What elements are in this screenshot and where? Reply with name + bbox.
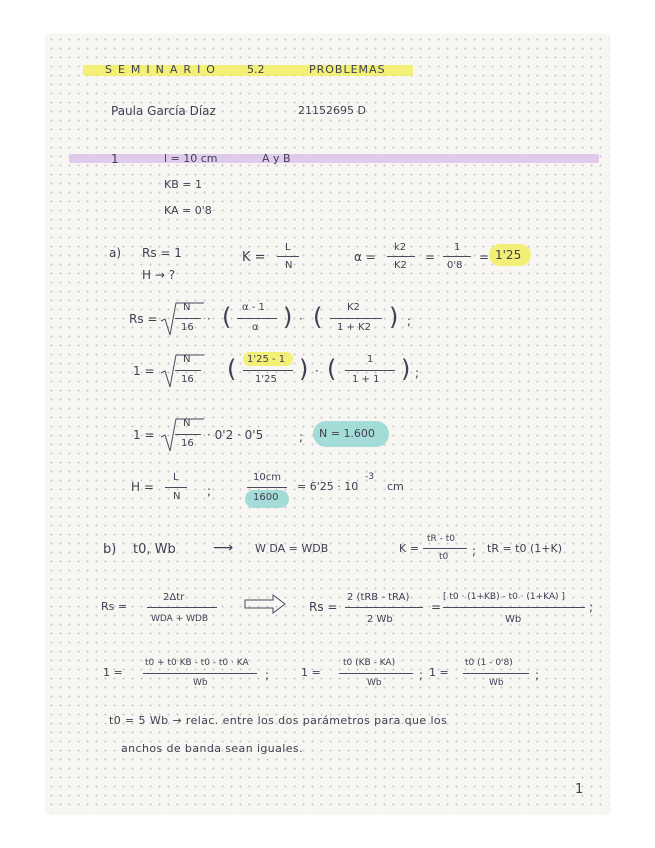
b-rs2-den: 2 Wb [367,614,393,625]
a-rs-f2bar [330,318,382,319]
b-rs2-lhs: Rs = [309,600,338,614]
a-l2-rn: N [183,354,191,365]
sqrt-icon [159,299,205,339]
b-k-lhs: K = [399,542,419,555]
b-conclusion-line1: t0 = 5 Wb → relac. entre los dos parámetros para que los [109,714,448,727]
title-text: SEMINARIO [105,63,221,76]
a-l2-rd: 16 [181,374,194,385]
double-arrow-icon [243,593,287,615]
notebook-page [47,35,609,813]
b-l1-lhs: 1 = [103,666,123,679]
a-rs-f2d: 1 + K2 [337,322,372,333]
a-h-bar2 [247,487,287,488]
a-l2-pc1: ) [299,355,309,383]
b-l1-sep: ; [265,668,270,682]
b-l1-bar [143,673,257,674]
b-conclusion-line2: anchos de banda sean iguales. [121,742,303,755]
a-l2-semi: ; [415,366,420,380]
a-rs-po1: ( [222,303,232,331]
a-h-num: L [173,472,179,483]
sqrt-icon [159,415,205,455]
b-l3-num: t0 (1 - 0'8) [465,658,513,668]
a-k-den: N [285,260,293,271]
a-l2-pc2: ) [401,355,411,383]
a-rs-dot1: · [207,312,211,326]
b-l2-bar [339,673,413,674]
a-l2-f2bar [345,370,395,371]
a-h-eq: = 6'25 · 10 [297,480,359,493]
a-h-den: N [173,491,181,502]
a-h-n2: 10cm [253,472,281,483]
a-l3-lhs: 1 = [133,428,155,442]
a-l2-dot: · [315,364,319,378]
b-rs-lhs: Rs = [101,600,128,613]
a-rs-rbar [175,318,201,319]
b-l2-lhs: 1 = [301,666,321,679]
a-rs: Rs = 1 [142,246,182,260]
a-l2-lhs: 1 = [133,364,155,378]
a-rs-rn: N [183,302,191,313]
b-rs3-sep: ; [589,600,594,614]
a-k-num: L [285,242,291,253]
b-rs3-num: [ t0 · (1+KB) - t0 · (1+KA) ] [443,592,565,602]
a-h-d2: 1600 [253,492,279,503]
b-rs2-bar [345,607,423,608]
a-rs-f2n: K2 [347,302,360,313]
author-id: 21152695 D [298,104,366,117]
a-rs-po2: ( [313,303,323,331]
a-l2-f1n: 1'25 - 1 [247,354,286,365]
problem-highlight [69,152,599,166]
a-rs-f1d: α [252,322,259,333]
a-h: H → ? [142,268,176,282]
given-ab: A y B [262,152,291,165]
a-alpha-n1: k2 [394,242,407,253]
a-h-bar [165,487,187,488]
a-rs-rd: 16 [181,322,194,333]
a-h-sep: ; [207,484,212,498]
a-h-unit: cm [387,480,404,493]
b-k-rhs: tR = t0 (1+K) [487,542,562,555]
b-l1-num: t0 + t0 KB - t0 - t0 · KA [145,658,249,668]
a-rs-dot2: · [299,312,303,326]
a-alpha-bar2 [443,256,471,257]
author-name: Paula García Díaz [111,104,216,118]
b-k-num: tR - t0 [427,534,456,544]
b-k-bar [423,548,467,549]
b-l3-sep: ; [535,668,540,682]
a-l3-sep: ; [299,430,304,444]
a-l3-n: N = 1.600 [319,427,375,440]
a-l2-po2: ( [327,355,337,383]
b-rs-bar [147,607,217,608]
b-rs2-eq: = [431,600,442,614]
a-alpha-bar1 [387,256,415,257]
b-wda: W DA = WDB [255,542,329,555]
given-kb: KB = 1 [164,178,202,191]
b-rs-num: 2Δtr [163,592,185,603]
a-l2-po1: ( [227,355,237,383]
b-k-sep: ; [472,544,477,558]
b-l2-sep: ; [419,668,424,682]
a-l2-f1bar [243,370,293,371]
a-rs-semi: ; [407,314,412,328]
page-number: 1 [575,782,584,797]
b-rs2-num: 2 (tRB - tRA) [347,592,410,603]
a-alpha-d1: K2 [394,260,407,271]
b-rs3-bar [443,607,585,608]
a-k-lhs: K = [242,250,266,265]
given-length: l = 10 cm [164,152,218,165]
a-l3-rd: 16 [181,438,194,449]
a-alpha-val: 1'25 [495,248,522,262]
a-h-lhs: H = [131,480,154,494]
b-k-den: t0 [439,552,449,562]
b-l2-num: t0 (KB - KA) [343,658,396,668]
b-l1-den: Wb [193,678,208,688]
a-l2-f2d: 1 + 1 [352,374,380,385]
given-ka: KA = 0'8 [164,204,212,217]
a-alpha-n2: 1 [454,242,461,253]
b-rs3-den: Wb [505,614,522,625]
a-l3-rest: · 0'2 · 0'5 [207,428,264,442]
a-rs-pc1: ) [283,303,293,331]
problem-number: 1 [111,152,119,166]
a-alpha-eq2: = [479,250,490,264]
sqrt-icon [159,351,205,391]
b-l3-den: Wb [489,678,504,688]
part-a-label: a) [109,246,122,260]
a-l3-rbar [175,434,201,435]
part-b-label: b) [103,542,117,557]
a-rs-f1n: α - 1 [242,302,265,313]
b-rs-den: WDA + WDB [151,614,209,624]
a-rs-pc2: ) [389,303,399,331]
a-l2-rbar [175,370,201,371]
a-alpha-eq: = [425,250,436,264]
a-alpha-lhs: α = [354,250,376,264]
a-l2-f2n: 1 [367,354,374,365]
b-l3-lhs: 1 = [429,666,449,679]
a-k-bar [277,256,299,257]
title-number: 5.2 [247,63,265,76]
a-rs-lhs: Rs = [129,312,158,326]
a-rs-f1bar [237,318,277,319]
title-subtitle: PROBLEMAS [309,63,386,76]
a-alpha-d2: 0'8 [447,260,463,271]
b-l3-bar [463,673,529,674]
a-l3-rn: N [183,418,191,429]
b-l2-den: Wb [367,678,382,688]
a-l2-f1d: 1'25 [255,374,277,385]
b-vars: t0, Wb [133,542,176,557]
b-arrow: ⟶ [213,540,234,556]
a-h-exp: -3 [365,472,374,482]
